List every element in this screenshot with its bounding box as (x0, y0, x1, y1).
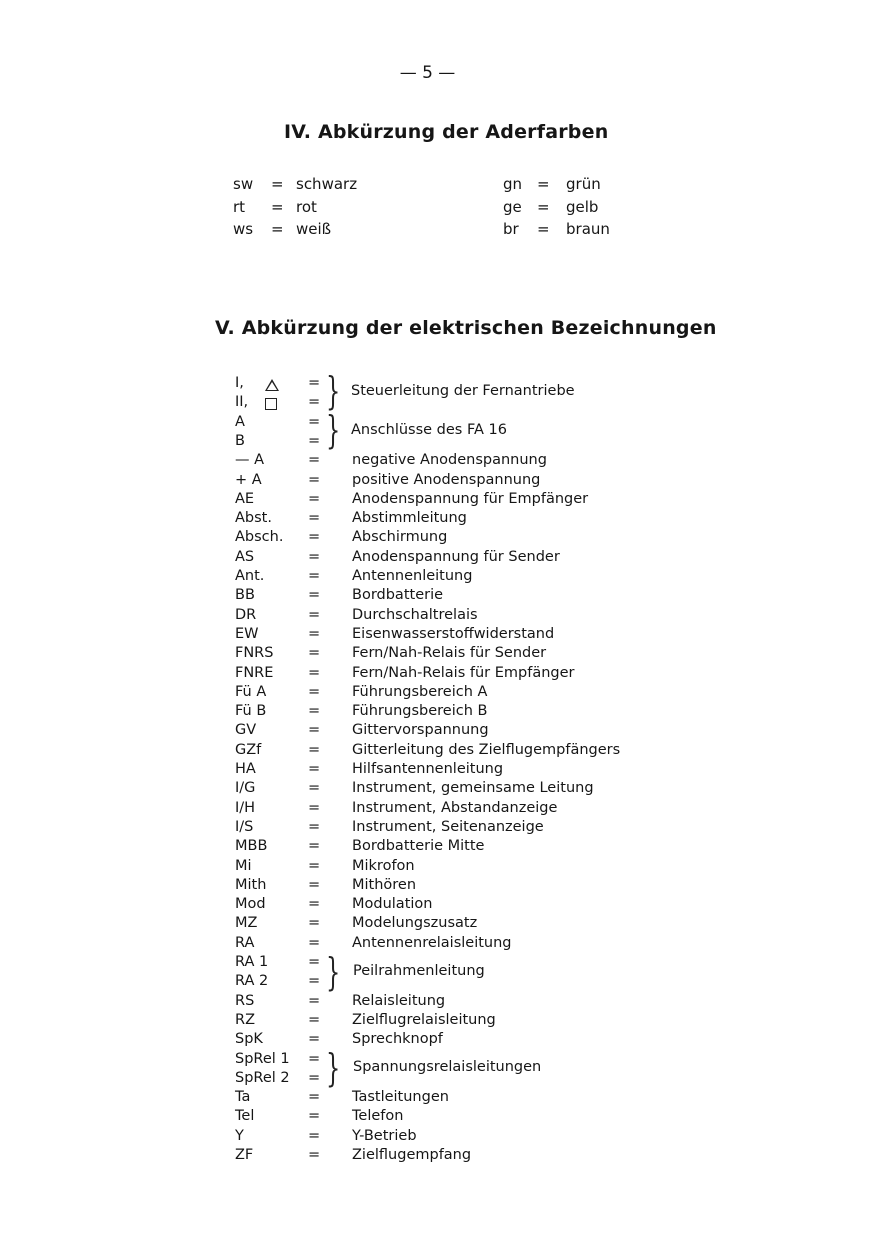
equals-sign: = (308, 529, 321, 546)
abbr-row (235, 877, 655, 896)
abbr-meaning: Abstimmleitung (352, 510, 467, 527)
abbr-meaning: Instrument, Abstandanzeige (352, 799, 558, 816)
abbr-meaning: Fern/Nah-Relais für Empfänger (352, 664, 575, 681)
abbr-row (235, 665, 655, 684)
equals-sign: = (308, 741, 321, 758)
abbr-row (235, 1128, 655, 1147)
equals-sign: = (308, 587, 321, 604)
equals-sign: = (308, 857, 321, 874)
abbr-code: GZf (235, 741, 262, 758)
equals-sign: = (308, 1147, 321, 1163)
abbr-row (235, 1089, 655, 1108)
abbr-code: Absch. (235, 529, 284, 546)
color-row (233, 175, 433, 197)
abbr-code: Mith (235, 876, 267, 893)
equals-sign: = (537, 198, 550, 216)
equals-sign: = (308, 606, 321, 623)
abbr-code: MZ (235, 915, 258, 932)
abbr-meaning: Modulation (352, 896, 433, 913)
curly-brace-icon: } (326, 1045, 341, 1091)
abbr-meaning: Hilfsantennenleitung (352, 761, 504, 777)
equals-sign: = (308, 761, 321, 777)
abbr-row (235, 626, 655, 645)
abbr-code: — A (235, 452, 265, 469)
abbr-meaning: Anodenspannung für Empfänger (352, 490, 589, 507)
abbr-meaning: Zielflugrelaisleitung (352, 1011, 496, 1028)
equals-sign: = (308, 432, 321, 449)
equals-sign: = (308, 1089, 321, 1106)
abbr-meaning: Zielflugempfang (352, 1147, 472, 1163)
equals-sign: = (308, 645, 321, 662)
abbr-row (235, 761, 655, 780)
abbr-meaning: Antennenrelaisleitung (352, 934, 512, 951)
abbr-code: RS (235, 992, 255, 1009)
color-name: weiß (296, 220, 332, 238)
color-abbr: gn (503, 175, 523, 193)
square-symbol (265, 398, 277, 410)
equals-sign: = (308, 568, 321, 584)
equals-sign: = (308, 1127, 321, 1144)
abbr-code: I/S (235, 818, 254, 835)
abbr-code: Y (235, 1127, 244, 1144)
abbr-code: DR (235, 606, 257, 623)
abbr-row (235, 645, 655, 664)
abbr-row (235, 722, 655, 741)
abbr-code: I/G (235, 780, 256, 797)
abbr-code: EW (235, 625, 259, 642)
abbr-meaning: Bordbatterie (352, 587, 444, 604)
color-name: gelb (566, 198, 599, 216)
equals-sign: = (308, 394, 321, 411)
abbr-code: RZ (235, 1011, 256, 1028)
equals-sign: = (308, 1011, 321, 1028)
abbr-code: Mi (235, 857, 252, 874)
equals-sign: = (308, 413, 321, 430)
abbr-code: A (235, 413, 245, 430)
abbr-code: BB (235, 587, 255, 604)
abbr-code: RA 1 (235, 954, 269, 970)
abbr-row (235, 858, 655, 877)
abbr-code: B (235, 432, 245, 449)
equals-sign: = (308, 703, 321, 720)
abbr-meaning: Sprechknopf (352, 1031, 443, 1048)
equals-sign: = (308, 780, 321, 797)
color-abbr: ge (503, 198, 522, 216)
page-number: — 5 — (399, 63, 456, 83)
equals-sign: = (308, 1050, 321, 1067)
abbr-row (235, 587, 655, 606)
abbr-code: SpRel 2 (235, 1069, 290, 1086)
equals-sign: = (308, 992, 321, 1009)
abbr-code: I, (235, 375, 244, 391)
abbr-meaning: Führungsbereich B (352, 703, 488, 720)
equals-sign: = (308, 915, 321, 932)
abbr-row (235, 607, 655, 626)
abbr-row (235, 1147, 655, 1166)
abbr-code: MBB (235, 838, 268, 855)
abbr-row (235, 472, 655, 491)
equals-sign: = (271, 175, 284, 193)
equals-sign: = (308, 896, 321, 913)
abbr-code: Tel (235, 1108, 255, 1125)
equals-sign: = (308, 722, 321, 739)
equals-sign: = (308, 490, 321, 507)
color-abbr: br (503, 220, 519, 238)
section-title-electrical: V. Abkürzung der elektrischen Bezeichnungen (215, 317, 717, 339)
abbr-row (235, 742, 655, 761)
equals-sign: = (308, 973, 321, 990)
abbr-row (235, 896, 655, 915)
abbr-meaning: Durchschaltrelais (352, 606, 478, 623)
color-row (233, 220, 433, 242)
abbr-row (235, 703, 655, 722)
equals-sign: = (308, 625, 321, 642)
abbr-row (235, 1031, 655, 1050)
color-name: schwarz (296, 175, 358, 193)
equals-sign: = (308, 510, 321, 527)
equals-sign: = (308, 1069, 321, 1086)
section-title-colors: IV. Abkürzung der Aderfarben (284, 121, 609, 143)
color-name: grün (566, 175, 601, 193)
equals-sign: = (308, 818, 321, 835)
abbr-code: RA (235, 934, 255, 951)
equals-sign: = (308, 1031, 321, 1048)
curly-brace-icon: } (326, 368, 341, 414)
abbr-code: Ant. (235, 568, 265, 584)
abbr-row (235, 935, 655, 954)
abbr-code: II, (235, 394, 249, 411)
abbr-meaning: Eisenwasserstoffwiderstand (352, 625, 555, 642)
group-label-anschluesse: Anschlüsse des FA 16 (351, 422, 507, 438)
abbr-code: I/H (235, 799, 256, 816)
abbr-row (235, 510, 655, 529)
color-name: braun (566, 220, 610, 238)
abbr-code: RA 2 (235, 973, 269, 990)
color-row (503, 198, 653, 220)
abbr-code: HA (235, 761, 256, 777)
abbr-meaning: Gittervorspannung (352, 722, 489, 739)
abbr-row (235, 549, 655, 568)
abbr-row (235, 993, 655, 1012)
equals-sign: = (308, 799, 321, 816)
abbr-code: GV (235, 722, 257, 739)
abbr-meaning: Y-Betrieb (352, 1127, 417, 1144)
triangle-symbol (265, 379, 279, 391)
color-abbr: rt (233, 198, 246, 216)
abbr-meaning: Tastleitungen (352, 1089, 449, 1106)
abbr-code: FNRE (235, 664, 274, 681)
color-row (503, 220, 653, 242)
abbr-row (235, 684, 655, 703)
abbr-code: Fü B (235, 703, 267, 720)
abbr-meaning: negative Anodenspannung (352, 452, 547, 469)
abbr-meaning: Instrument, Seitenanzeige (352, 818, 544, 835)
abbr-meaning: Modelungszusatz (352, 915, 478, 932)
equals-sign: = (308, 934, 321, 951)
abbr-meaning: Führungsbereich A (352, 683, 488, 700)
color-abbr: ws (233, 220, 254, 238)
abbr-meaning: positive Anodenspannung (352, 471, 541, 488)
group-label-steuerleitung: Steuerleitung der Fernantriebe (351, 383, 575, 399)
equals-sign: = (308, 375, 321, 391)
abbr-row (235, 780, 655, 799)
abbr-code: AS (235, 548, 255, 565)
abbr-meaning: Mithören (352, 876, 417, 893)
abbr-meaning: Relaisleitung (352, 992, 446, 1009)
abbr-row (235, 915, 655, 934)
abbr-meaning: Instrument, gemeinsame Leitung (352, 780, 594, 797)
color-row (233, 198, 433, 220)
equals-sign: = (308, 452, 321, 469)
abbr-row (235, 529, 655, 548)
abbr-code: Ta (235, 1089, 251, 1106)
equals-sign: = (537, 175, 550, 193)
abbr-code: Fü A (235, 683, 267, 700)
color-row (503, 175, 653, 197)
abbr-row (235, 800, 655, 819)
abbr-row (235, 1012, 655, 1031)
abbr-row (235, 452, 655, 471)
equals-sign: = (308, 664, 321, 681)
abbr-meaning: Anodenspannung für Sender (352, 548, 560, 565)
abbr-code: SpRel 1 (235, 1050, 290, 1067)
abbr-meaning: Fern/Nah-Relais für Sender (352, 645, 547, 662)
abbr-code: + A (235, 471, 262, 488)
abbr-code: Abst. (235, 510, 272, 527)
equals-sign: = (308, 683, 321, 700)
abbr-meaning: Gitterleitung des Zielflugempfängers (352, 741, 621, 758)
group-label-peilrahmen: Peilrahmenleitung (353, 963, 485, 979)
abbr-row (235, 838, 655, 857)
abbr-meaning: Bordbatterie Mitte (352, 838, 485, 855)
group-label-spannungsrelais: Spannungsrelaisleitungen (353, 1059, 542, 1075)
color-abbr: sw (233, 175, 254, 193)
abbr-code: AE (235, 490, 255, 507)
equals-sign: = (271, 198, 284, 216)
equals-sign: = (271, 220, 284, 238)
abbr-row (235, 1108, 655, 1127)
equals-sign: = (308, 471, 321, 488)
abbr-meaning: Abschirmung (352, 529, 448, 546)
abbr-meaning: Antennenleitung (352, 568, 473, 584)
abbr-row (235, 491, 655, 510)
equals-sign: = (308, 954, 321, 970)
equals-sign: = (537, 220, 550, 238)
abbr-row (235, 819, 655, 838)
equals-sign: = (308, 838, 321, 855)
equals-sign: = (308, 1108, 321, 1125)
curly-brace-icon: } (326, 949, 341, 995)
abbr-code: ZF (235, 1147, 254, 1163)
abbr-code: SpK (235, 1031, 263, 1048)
abbr-row (235, 568, 655, 587)
abbr-code: Mod (235, 896, 266, 913)
equals-sign: = (308, 548, 321, 565)
abbr-code: FNRS (235, 645, 274, 662)
equals-sign: = (308, 876, 321, 893)
abbr-meaning: Telefon (352, 1108, 404, 1125)
abbr-meaning: Mikrofon (352, 857, 415, 874)
color-name: rot (296, 198, 317, 216)
curly-brace-icon: } (326, 407, 341, 453)
